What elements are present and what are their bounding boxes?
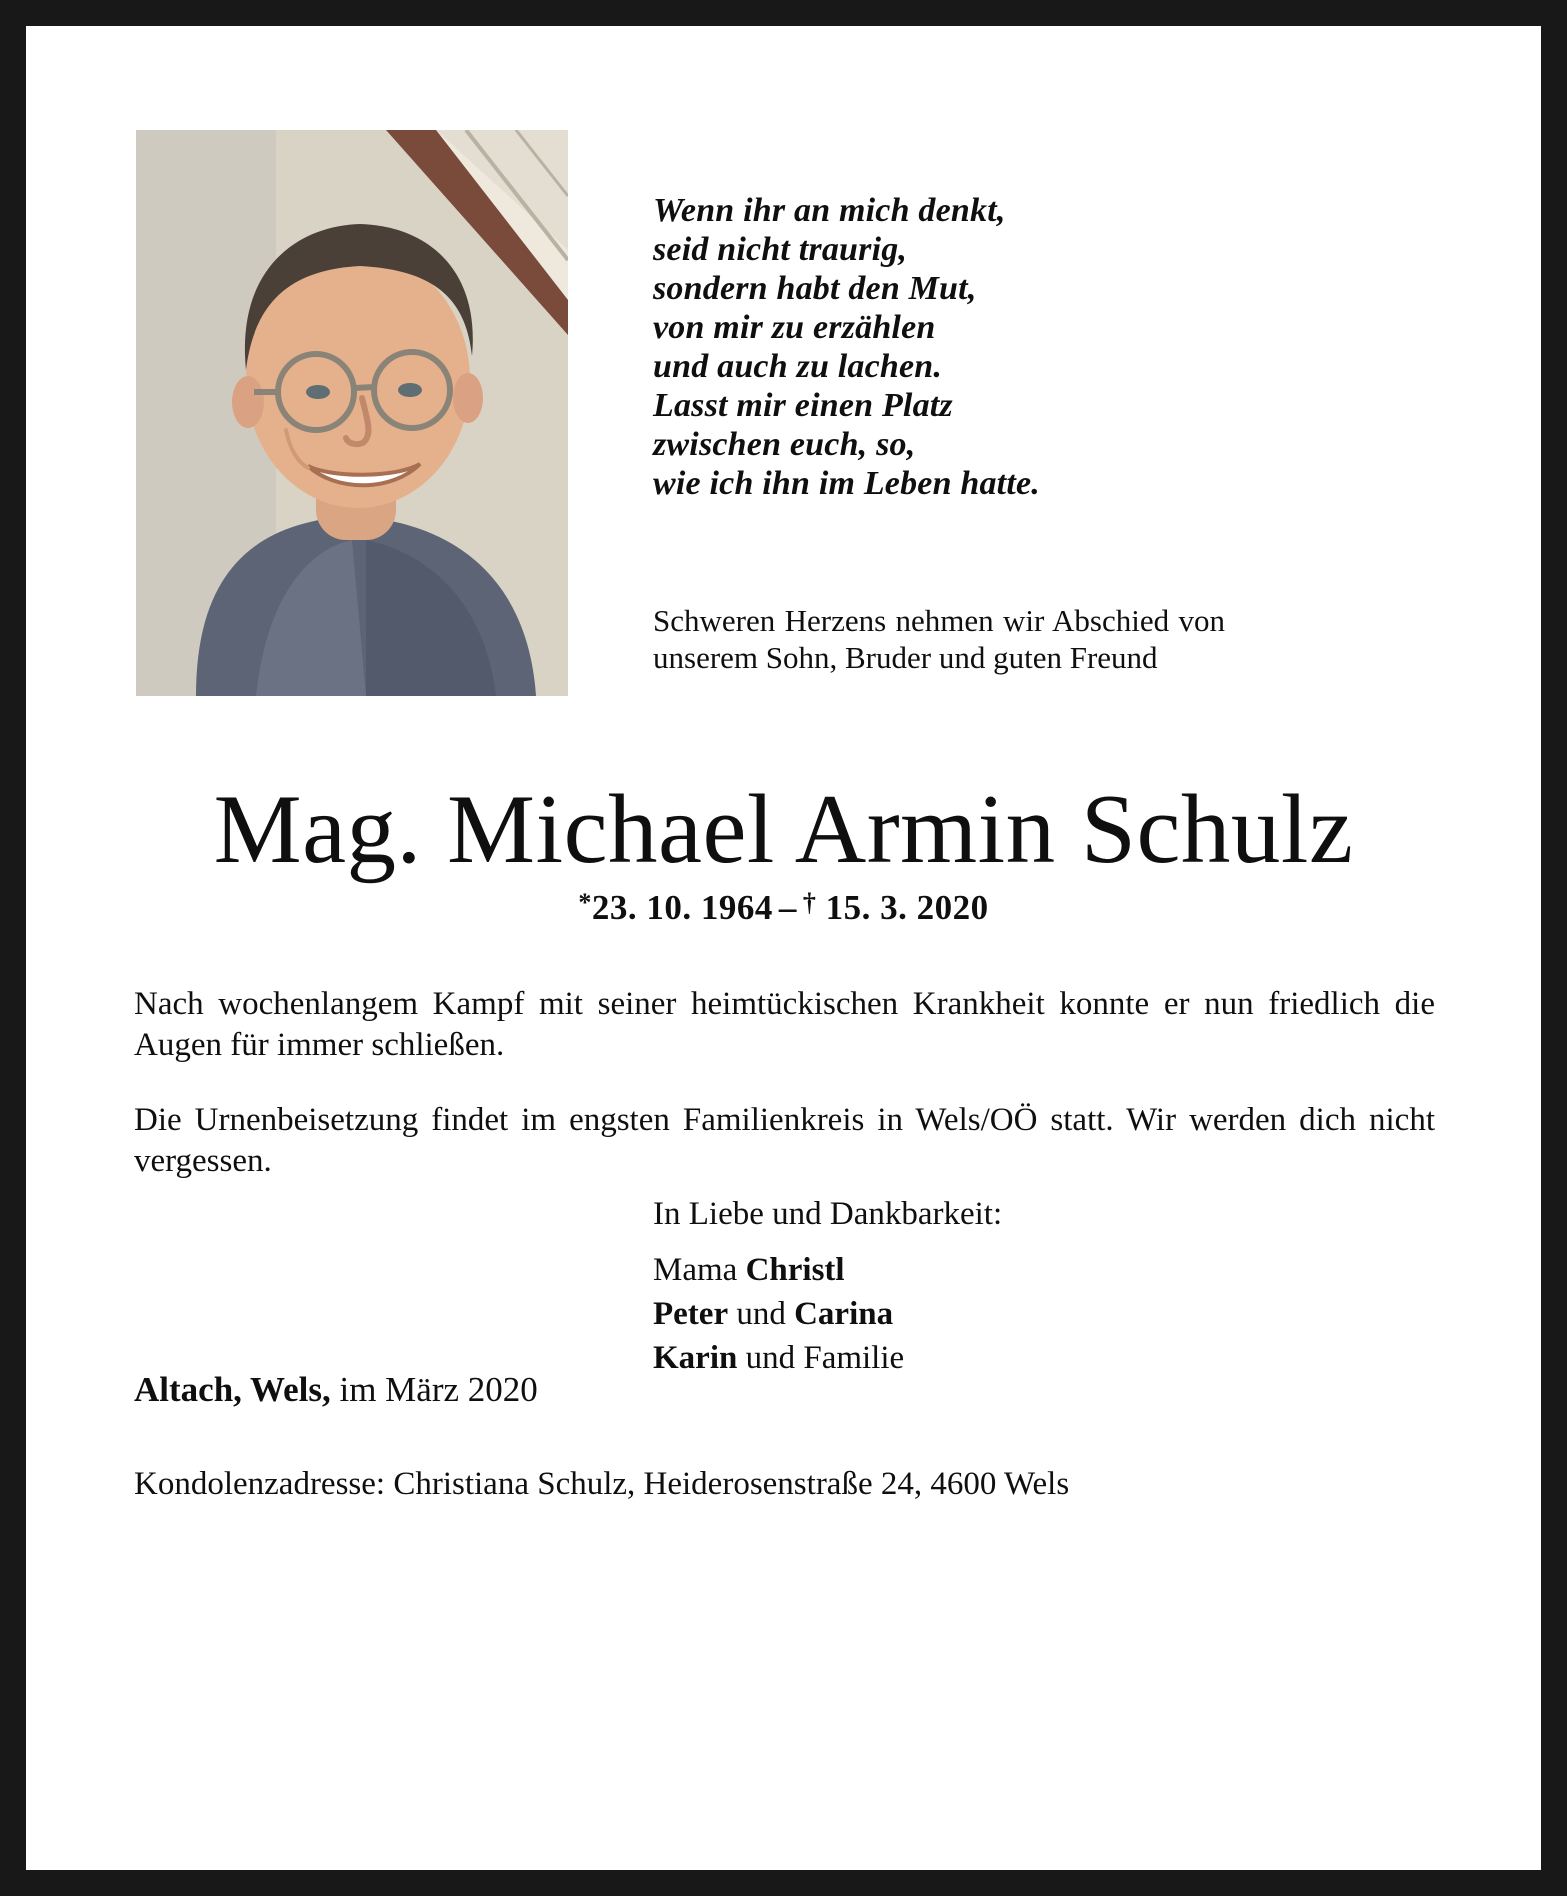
portrait-photo <box>136 130 568 696</box>
family-block <box>653 1192 1002 1380</box>
family-name: Peter <box>653 1296 729 1332</box>
family-line-text: Mama <box>653 1252 746 1288</box>
family-line <box>653 1248 1002 1292</box>
poem-line: zwischen euch, so, <box>653 426 916 463</box>
birth-date: 23. 10. 1964 <box>591 888 773 927</box>
death-symbol: † <box>802 888 817 917</box>
life-dates <box>26 888 1541 928</box>
poem-line: sondern habt den Mut, <box>653 270 977 307</box>
family-line <box>653 1292 1002 1336</box>
family-name: Christl <box>745 1252 845 1288</box>
portrait-photo-illustration <box>136 130 568 696</box>
family-name: Karin <box>653 1340 738 1376</box>
poem-line: und auch zu lachen. <box>653 348 943 385</box>
dates-separator: – <box>778 888 797 927</box>
body-paragraph: Nach wochenlangem Kampf mit seiner heimtückischen Krankheit konnte er nun friedlich die Augen für immer schließen. <box>134 986 1435 1063</box>
poem-line: wie ich ihn im Leben hatte. <box>653 465 1040 502</box>
family-line <box>653 1336 1002 1380</box>
poem-line: von mir zu erzählen <box>653 309 936 346</box>
poem-line: Wenn ihr an mich denkt, <box>653 192 1006 229</box>
family-line-text: und Familie <box>737 1340 905 1376</box>
condolence-address: Kondolenzadresse: Christiana Schulz, Heiderosenstraße 24, 4600 Wels <box>134 1466 1070 1502</box>
body-paragraph: Die Urnenbeisetzung findet im engsten Familienkreis in Wels/OÖ statt. Wir werden dich nicht vergessen. <box>134 1102 1435 1179</box>
place-date-line <box>134 1370 538 1410</box>
farewell-intro: Schweren Herzens nehmen wir Abschied von unserem Sohn, Bruder und guten Freund <box>653 603 1225 675</box>
memorial-poem <box>653 191 1040 503</box>
place-names: Altach, Wels, <box>134 1370 331 1409</box>
poem-line: Lasst mir einen Platz <box>653 387 953 424</box>
obituary-body <box>134 984 1435 1216</box>
birth-symbol: * <box>578 888 592 917</box>
family-line-text: und <box>728 1296 795 1332</box>
death-date: 15. 3. 2020 <box>825 888 989 927</box>
poem-line: seid nicht traurig, <box>653 231 908 268</box>
closing-intro: In Liebe und Dankbarkeit: <box>653 1196 1003 1232</box>
deceased-name: Mag. Michael Armin Schulz <box>213 775 1354 884</box>
family-name: Carina <box>794 1296 894 1332</box>
date-text: im März 2020 <box>330 1370 538 1409</box>
